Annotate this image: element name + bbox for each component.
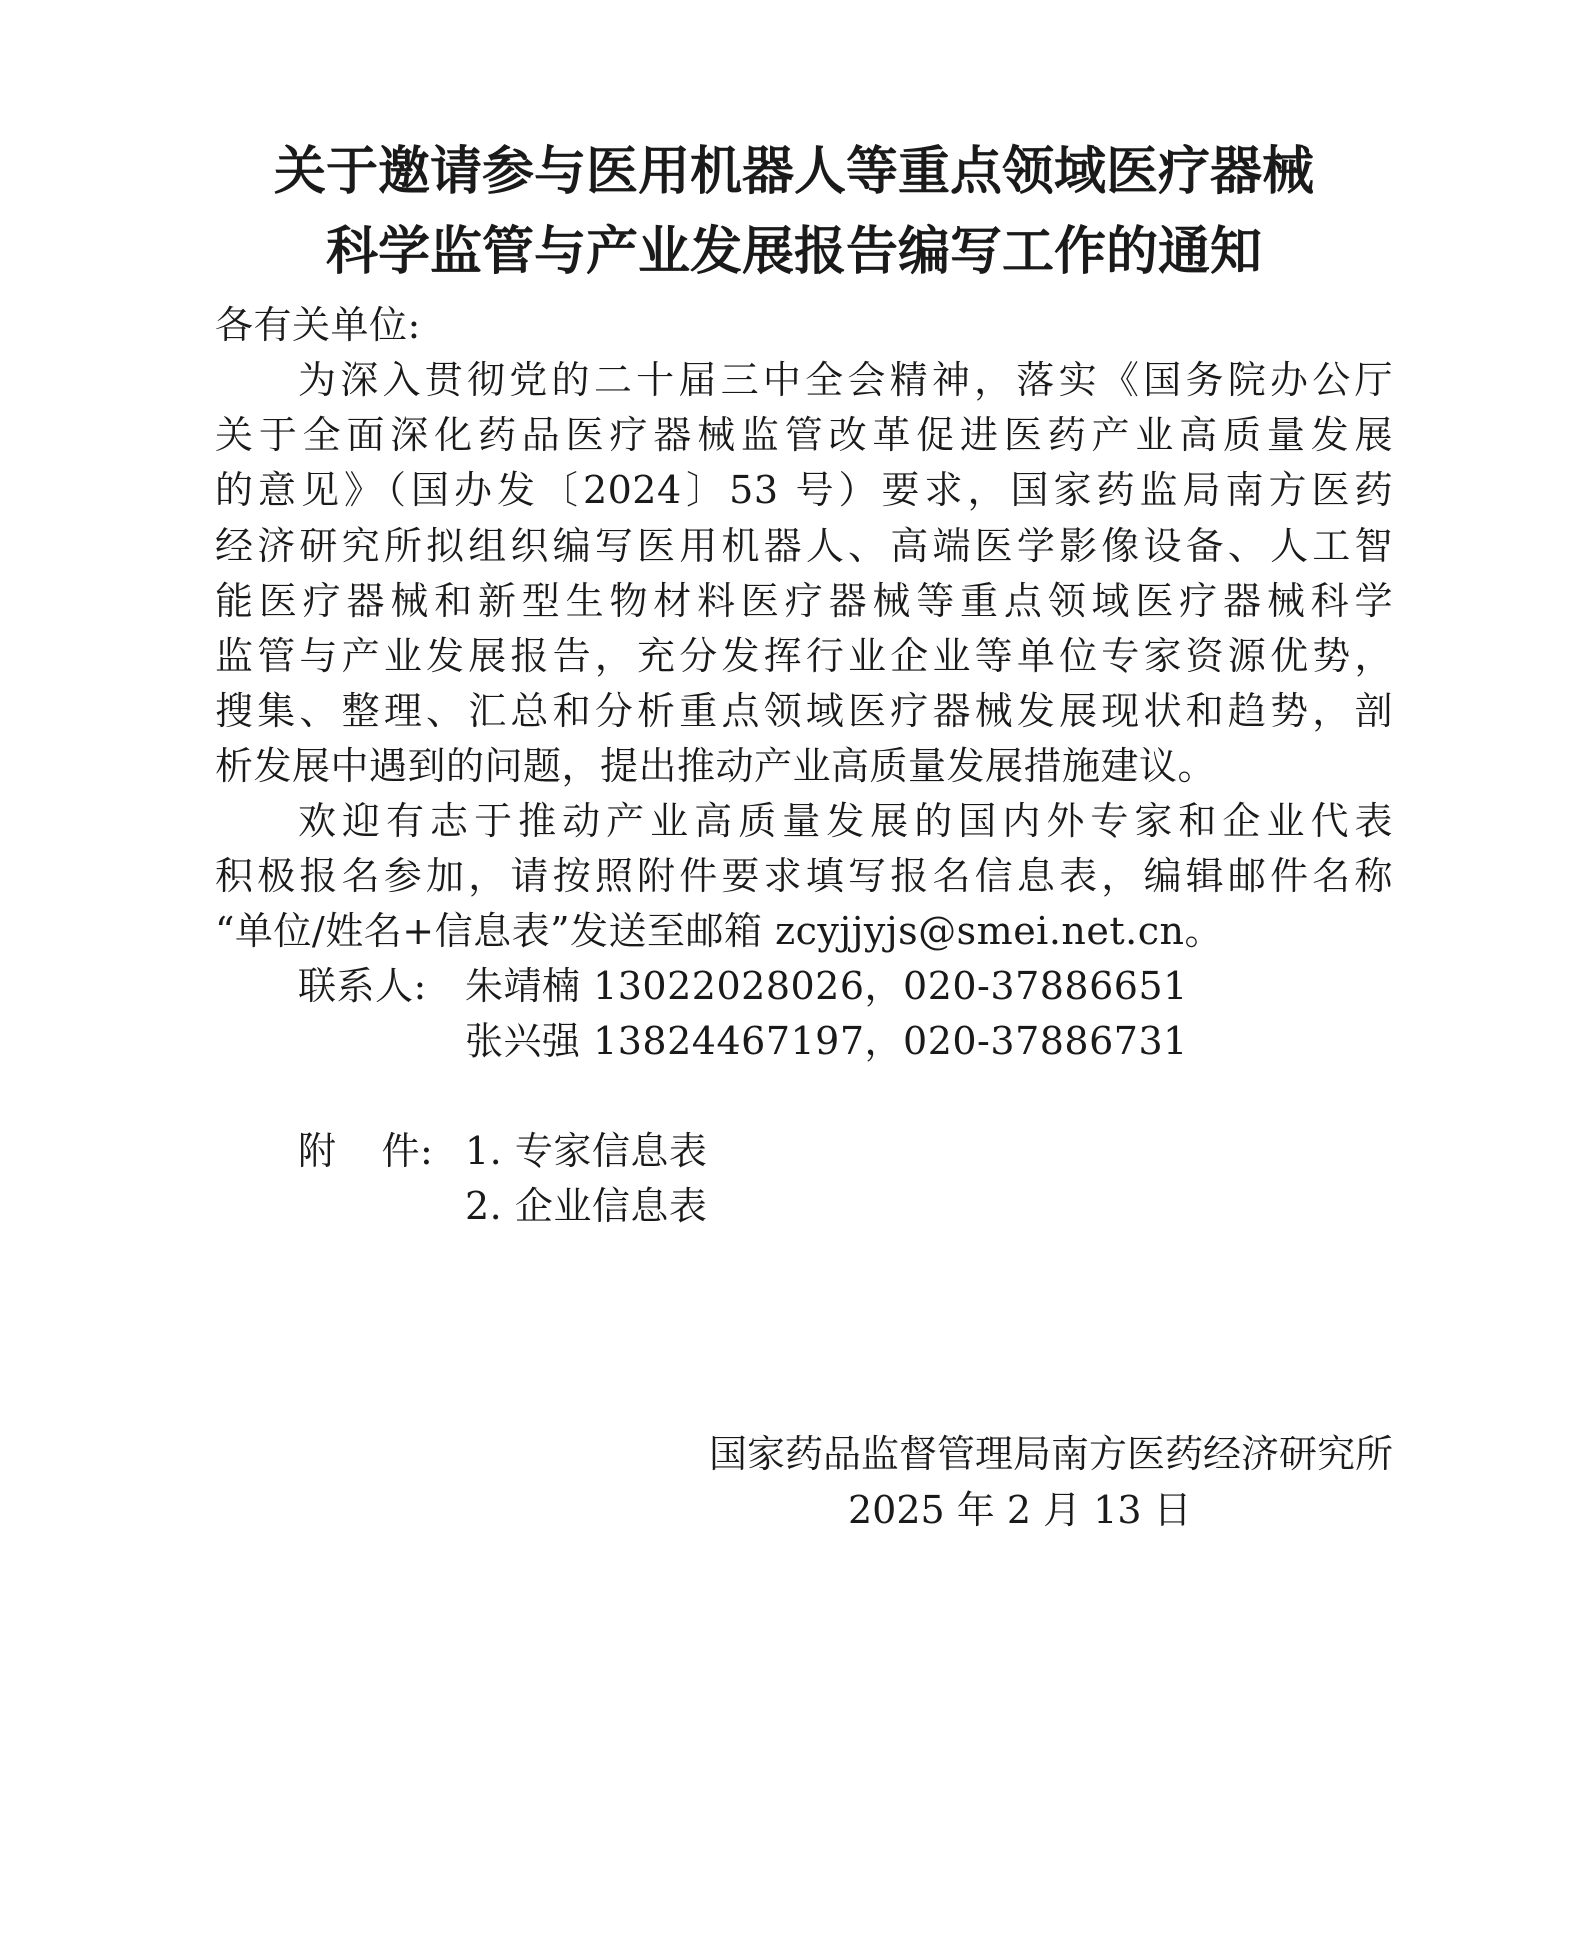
paragraph1-line-3: 的意见》（国办发〔2024〕53 号）要求，国家药监局南方医药 xyxy=(215,468,1393,512)
paragraph2-line-1: 欢迎有志于推动产业高质量发展的国内外专家和企业代表 xyxy=(298,799,1393,843)
paragraph1-line-1: 为深入贯彻党的二十届三中全会精神，落实《国务院办公厅 xyxy=(298,358,1393,402)
contact-entry-2: 张兴强 13824467197，020-37886731 xyxy=(465,1019,1188,1063)
contact-label: 联系人: xyxy=(298,964,427,1008)
paragraph2-line-2: 积极报名参加，请按照附件要求填写报名信息表，编辑邮件名称 xyxy=(215,854,1393,898)
contact-entry-1: 朱靖楠 13022028026，020-37886651 xyxy=(465,964,1188,1008)
attachment-item-1: 1. 专家信息表 xyxy=(465,1129,708,1173)
paragraph2-line-3: “单位/姓名+信息表”发送至邮箱 zcyjjyjs@smei.net.cn。 xyxy=(215,909,1223,953)
attachments-label-part-1: 附 xyxy=(298,1129,337,1173)
document-title-line-1: 关于邀请参与医用机器人等重点领域医疗器械 xyxy=(273,141,1314,202)
paragraph1-line-6: 监管与产业发展报告，充分发挥行业企业等单位专家资源优势， xyxy=(215,634,1393,678)
attachments-label xyxy=(298,1121,433,1181)
document-title-line-2: 科学监管与产业发展报告编写工作的通知 xyxy=(325,221,1262,282)
paragraph1-line-7: 搜集、整理、汇总和分析重点领域医疗器械发展现状和趋势，剖 xyxy=(215,689,1393,733)
paragraph1-line-8: 析发展中遇到的问题，提出推动产业高质量发展措施建议。 xyxy=(215,744,1217,788)
signature-organization: 国家药品监督管理局南方医药经济研究所 xyxy=(708,1432,1393,1476)
attachment-item-2: 2. 企业信息表 xyxy=(465,1184,708,1228)
paragraph1-line-4: 经济研究所拟组织编写医用机器人、高端医学影像设备、人工智 xyxy=(215,524,1393,568)
paragraph1-line-5: 能医疗器械和新型生物材料医疗器械等重点领域医疗器械科学 xyxy=(215,579,1393,623)
attachments-label-part-2: 件: xyxy=(381,1129,434,1173)
salutation: 各有关单位: xyxy=(215,303,421,347)
signature-date: 2025 年 2 月 13 日 xyxy=(848,1488,1192,1532)
paragraph1-line-2: 关于全面深化药品医疗器械监管改革促进医药产业高质量发展 xyxy=(215,413,1393,457)
